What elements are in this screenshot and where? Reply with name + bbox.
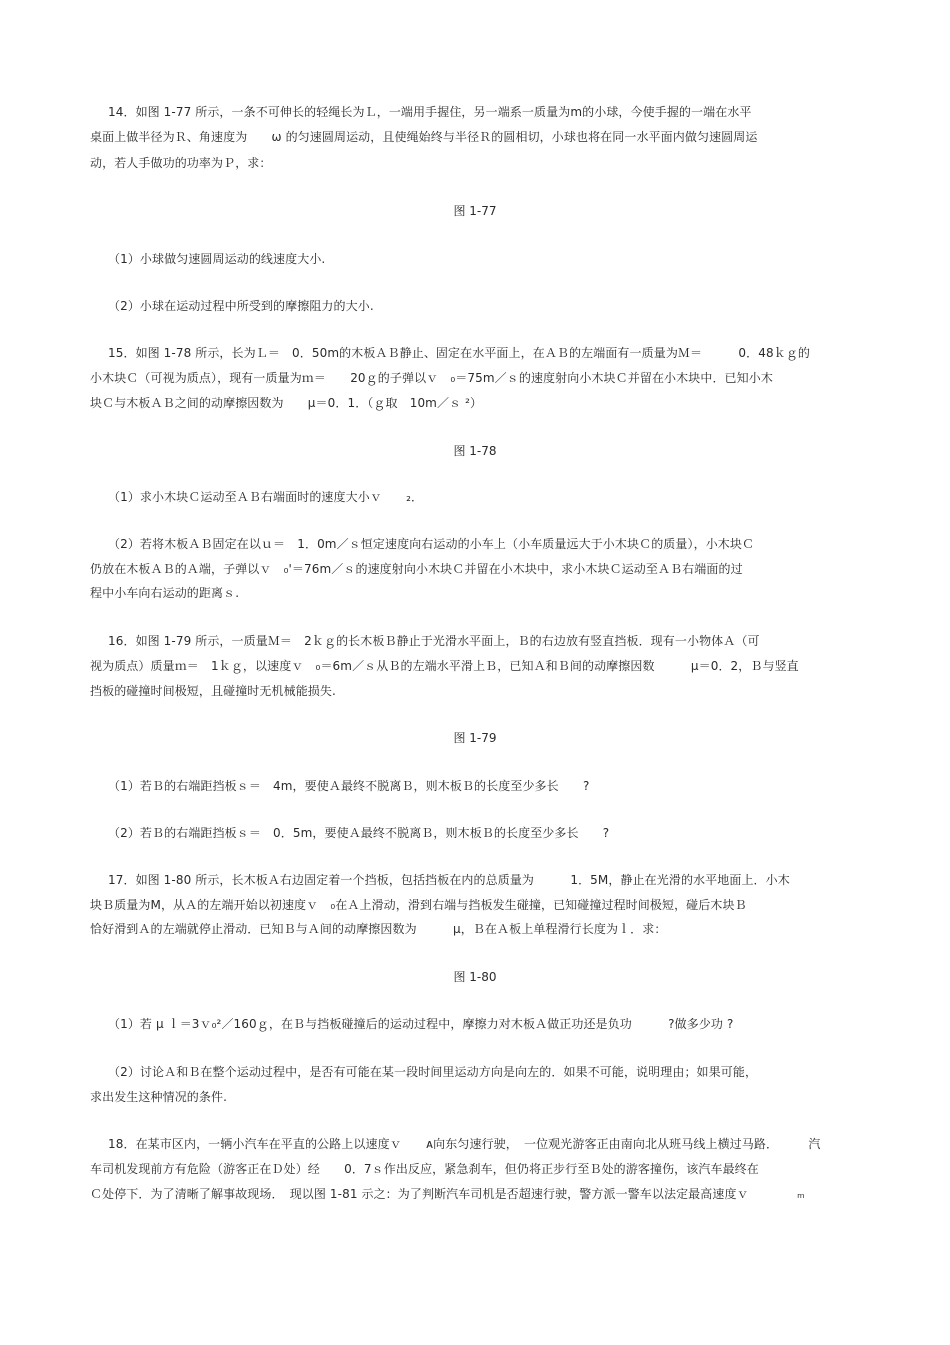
problem-17-question-2-line-2: 求出发生这种情况的条件. (90, 1090, 228, 1104)
problem-16-line-1: 16．如图 1-79 所示，一质量Ｍ＝ 2ｋｇ的长木板Ｂ静止于光滑水平面上，Ｂ的右边放有竖直挡板．现有一小物体Ａ（可 (108, 634, 760, 648)
problem-17-question-1: （1）若 μ ｌ＝3ｖ₀²／160ｇ，在Ｂ与挡板碰撞后的运动过程中，摩擦力对木板Ａ做正功还是负功 ?做多少功 ? (108, 1017, 734, 1031)
problem-15-line-2: 小木块Ｃ（可视为质点），现有一质量为ｍ＝ 20ｇ的子弹以ｖ ₀＝75m／ｓ的速度射向小木块Ｃ并留在小木块中．已知小木 (90, 371, 773, 385)
figure-caption-1-77: 图 1-77 (453, 204, 497, 218)
figure-caption-1-78: 图 1-78 (453, 444, 497, 458)
problem-14-line-1: 14．如图 1-77 所示，一条不可伸长的轻绳长为Ｌ，一端用手握住，另一端系一质量为m的小球，今使手握的一端在水平 (108, 105, 752, 119)
problem-15-line-3: 块Ｃ与木板ＡＢ之间的动摩擦因数为 μ＝0．1．（ｇ取 10m／ｓ ²） (90, 396, 483, 410)
problem-14-line-3: 动，若人手做功的功率为Ｐ，求： (90, 156, 272, 170)
problem-15-question-2-line-2: 仍放在木板ＡＢ的Ａ端，子弹以ｖ ₀'＝76m／ｓ的速度射向小木块Ｃ并留在小木块中，求小木块Ｃ运动至ＡＢ右端面的过 (90, 562, 743, 576)
problem-17-line-3: 恰好滑到Ａ的左端就停止滑动．已知Ｂ与Ａ间的动摩擦因数为 μ，Ｂ在Ａ板上单程滑行长度为ｌ．求： (90, 922, 667, 936)
problem-17-line-2: 块Ｂ质量为M，从Ａ的左端开始以初速度ｖ ₀在Ａ上滑动，滑到右端与挡板发生碰撞，已知碰撞过程时间极短，碰后木块Ｂ (90, 898, 747, 912)
figure-caption-1-80: 图 1-80 (453, 970, 497, 984)
problem-17-line-1: 17．如图 1-80 所示，长木板Ａ右边固定着一个挡板，包括挡板在内的总质量为 1．5M，静止在光滑的水平地面上．小木 (108, 873, 790, 887)
problem-14-line-2: 桌面上做半径为Ｒ、角速度为 ω 的匀速圆周运动，且使绳始终与半径Ｒ的圆相切，小球也将在同一水平面内做匀速圆周运 (90, 130, 758, 144)
problem-16-line-2: 视为质点）质量ｍ＝ 1ｋｇ，以速度ｖ ₀＝6m／ｓ从Ｂ的左端水平滑上Ｂ，已知Ａ和Ｂ间的动摩擦因数 μ＝0．2，Ｂ与竖直 (90, 659, 799, 673)
problem-15-question-2-line-1: （2）若将木板ＡＢ固定在以ｕ＝ 1．0m／ｓ恒定速度向右运动的小车上（小车质量远大于小木块Ｃ的质量），小木块Ｃ (108, 537, 755, 551)
problem-16-question-1: （1）若Ｂ的右端距挡板ｓ＝ 4m，要使Ａ最终不脱离Ｂ，则木板Ｂ的长度至少多长 ? (108, 779, 590, 793)
problem-17-question-2-line-1: （2）讨论Ａ和Ｂ在整个运动过程中，是否有可能在某一段时间里运动方向是向左的．如果不可能，说明理由；如果可能， (108, 1065, 758, 1079)
problem-16-line-3: 挡板的碰撞时间极短，且碰撞时无机械能损失. (90, 684, 336, 698)
problem-18-line-3: Ｃ处停下．为了清晰了解事故现场． 现以图 1-81 示之：为了判断汽车司机是否超速行驶，警方派一警车以法定最高速度ｖ ₘ (90, 1187, 805, 1201)
problem-18-line-1: 18．在某市区内，一辆小汽车在平直的公路上以速度ｖ ᴀ向东匀速行驶， 一位观光游客正由南向北从班马线上横过马路． 汽 (108, 1137, 821, 1151)
problem-14-question-1: （1）小球做匀速圆周运动的线速度大小. (108, 252, 326, 266)
problem-14-question-2: （2）小球在运动过程中所受到的摩擦阻力的大小. (108, 299, 374, 313)
problem-15-line-1: 15．如图 1-78 所示，长为Ｌ＝ 0．50m的木板ＡＢ静止、固定在水平面上，在ＡＢ的左端面有一质量为Ｍ＝ 0．48ｋｇ的 (108, 346, 811, 360)
problem-16-question-2: （2）若Ｂ的右端距挡板ｓ＝ 0．5m，要使Ａ最终不脱离Ｂ，则木板Ｂ的长度至少多长 ? (108, 826, 610, 840)
problem-15-question-1: （1）求小木块Ｃ运动至ＡＢ右端面时的速度大小ｖ ₂． (108, 490, 424, 504)
problem-18-line-2: 车司机发现前方有危险（游客正在Ｄ处）经 0．7ｓ作出反应，紧急刹车，但仍将正步行至Ｂ处的游客撞伤，该汽车最终在 (90, 1162, 759, 1176)
figure-caption-1-79: 图 1-79 (453, 731, 497, 745)
problem-15-question-2-line-3: 程中小车向右运动的距离ｓ. (90, 586, 240, 600)
